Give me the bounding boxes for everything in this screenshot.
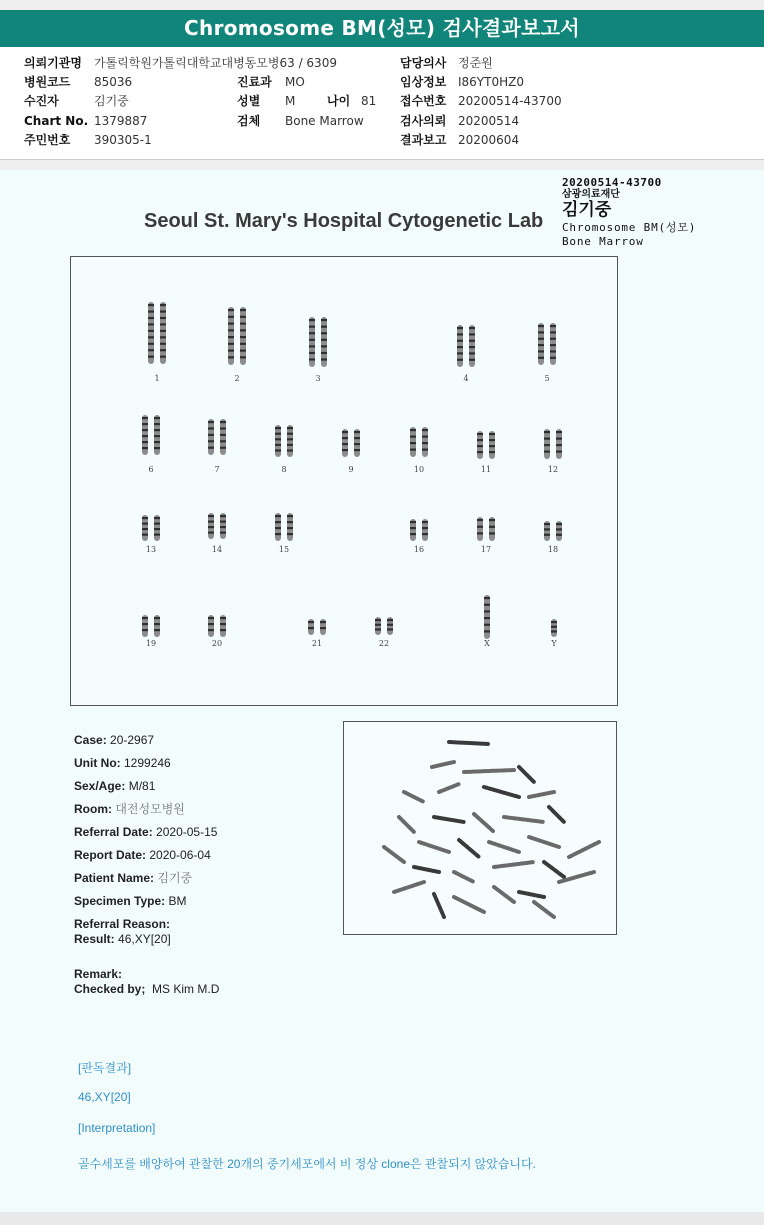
request-row [400, 112, 519, 131]
chromosome-12-1 [544, 429, 550, 459]
metaphase-chromosome [384, 847, 404, 862]
chromosome-label-4: 4 [463, 374, 469, 383]
chromosome-2-1 [228, 307, 234, 365]
chromosome-13-2 [154, 515, 160, 541]
chromosome-22-2 [387, 617, 393, 635]
chromosome-label-9: 9 [348, 465, 354, 474]
chromosome-label-7: 7 [214, 465, 220, 474]
chromosome-19-1 [142, 615, 148, 637]
chromosome-21-1 [308, 619, 314, 635]
age-value: 81 [361, 94, 377, 108]
chromosome-21-2 [320, 619, 326, 635]
chromosome-5-1 [538, 323, 544, 365]
chromosome-label-21: 21 [311, 639, 323, 648]
metaphase-chromosome [544, 862, 564, 877]
stamp-receipt-no: 20200514-43700 [562, 176, 662, 189]
chromosome-label-11: 11 [480, 465, 492, 474]
chromosome-10-1 [410, 427, 416, 457]
metaphase-chromosome [504, 817, 544, 822]
chart-value: 1379887 [94, 114, 148, 128]
sexage-line: Sex/Age: M/81 [74, 779, 156, 793]
chromosome-19-2 [154, 615, 160, 637]
hospital-code-value: 85036 [94, 75, 133, 89]
interpretation-text: 골수세포를 배양하여 관찰한 20개의 중기세포에서 비 정상 clone은 관찰되지 않았습니다. [78, 1157, 536, 1171]
stamp-specimen: Bone Marrow [562, 235, 644, 248]
receipt-row [400, 92, 562, 111]
metaphase-chromosome [529, 792, 554, 797]
metaphase-chromosome [494, 862, 534, 867]
patient-info-panel [0, 47, 764, 160]
chromosome-7-1 [208, 419, 214, 455]
chromosome-label-1: 1 [154, 374, 160, 383]
metaphase-chromosome [569, 842, 599, 857]
specimen-type-line: Specimen Type: BM [74, 894, 187, 908]
result-line: Result: 46,XY[20] [74, 932, 171, 946]
metaphase-spread [344, 722, 618, 936]
interpretation-heading-kr: [판독결과] [78, 1061, 132, 1075]
chromosome-14-2 [220, 513, 226, 539]
metaphase-chromosome [434, 894, 444, 917]
metaphase-chromosome [454, 872, 474, 882]
chromosome-9-1 [342, 429, 348, 457]
chromosome-20-1 [208, 615, 214, 637]
patient-row [24, 92, 129, 111]
specimen-value: Bone Marrow [285, 114, 364, 128]
stamp-name: 김기중 [562, 200, 612, 220]
institution-value: 가톨릭학원가톨릭대학교대병동모병 [94, 56, 280, 70]
ward-value: 63 / 6309 [279, 56, 337, 70]
chromosome-10-2 [422, 427, 428, 457]
chromosome-label-16: 16 [413, 545, 425, 554]
chromosome-X [484, 595, 490, 639]
chromosome-label-18: 18 [547, 545, 559, 554]
chromosome-label-19: 19 [145, 639, 157, 648]
chromosome-5-2 [550, 323, 556, 365]
report-value: 20200604 [458, 133, 520, 147]
metaphase-chromosome [399, 817, 414, 832]
chromosome-11-1 [477, 431, 483, 459]
metaphase-chromosome [529, 837, 559, 847]
metaphase-image [343, 721, 617, 935]
metaphase-chromosome [534, 902, 554, 917]
chromosome-3-2 [321, 317, 327, 367]
sex-value: M [285, 94, 296, 108]
chromosome-9-2 [354, 429, 360, 457]
request-label: 검사의뢰 [400, 114, 447, 128]
metaphase-chromosome [449, 742, 489, 744]
institution-label: 의뢰기관명 [24, 56, 82, 70]
stamp-org: 삼광의료재단 [562, 189, 620, 200]
chromosome-16-1 [410, 519, 416, 541]
chromosome-8-2 [287, 425, 293, 457]
patient-name-line: Patient Name: 김기중 [74, 871, 193, 885]
chromosome-4-1 [457, 325, 463, 367]
metaphase-chromosome [519, 767, 534, 782]
chromosome-17-2 [489, 517, 495, 541]
chromosome-label-X: X [484, 639, 490, 648]
clinical-row [400, 73, 524, 92]
id-value: 390305-1 [94, 133, 152, 147]
chromosome-7-2 [220, 419, 226, 455]
chromosome-label-6: 6 [148, 465, 154, 474]
karyotype-image [70, 256, 618, 706]
metaphase-chromosome [432, 762, 454, 767]
patient-value: 김기중 [94, 94, 129, 108]
sex-label: 성별 [237, 94, 261, 108]
chromosome-11-2 [489, 431, 495, 459]
chromosome-label-Y: Y [551, 639, 557, 648]
chromosome-label-14: 14 [211, 545, 223, 554]
metaphase-chromosome [494, 887, 514, 902]
hospital-code-label: 병원코드 [24, 75, 71, 89]
chromosome-17-1 [477, 517, 483, 541]
referral-date-line: Referral Date: 2020-05-15 [74, 825, 218, 839]
page-footer [0, 1212, 764, 1225]
chart-label: Chart No. [24, 114, 89, 128]
report-date-line: Report Date: 2020-06-04 [74, 848, 211, 862]
chromosome-16-2 [422, 519, 428, 541]
chromosome-6-2 [154, 415, 160, 455]
age-label: 나이 [327, 94, 351, 108]
clinical-label: 임상정보 [400, 75, 447, 89]
chromosome-label-17: 17 [480, 545, 492, 554]
chromosome-3-1 [309, 317, 315, 367]
case-line: Case: 20-2967 [74, 733, 155, 747]
chromosome-label-8: 8 [281, 465, 287, 474]
specimen-label: 검체 [237, 114, 261, 128]
report-document [0, 170, 764, 1212]
chromosome-1-1 [148, 302, 154, 364]
interpretation-result: 46,XY[20] [78, 1090, 131, 1104]
metaphase-chromosome [404, 792, 424, 802]
chromosome-12-2 [556, 429, 562, 459]
metaphase-chromosome [549, 807, 564, 822]
chromosome-4-2 [469, 325, 475, 367]
patient-label: 수진자 [24, 94, 59, 108]
receipt-value: 20200514-43700 [458, 94, 562, 108]
karyotype-figure [71, 257, 619, 707]
chromosome-label-10: 10 [413, 465, 425, 474]
unit-line: Unit No: 1299246 [74, 756, 171, 770]
metaphase-chromosome [484, 787, 519, 797]
id-label: 주민번호 [24, 133, 71, 147]
chromosome-label-22: 22 [378, 639, 390, 648]
chromosome-22-1 [375, 617, 381, 635]
chromosome-14-1 [208, 513, 214, 539]
metaphase-chromosome [464, 770, 514, 772]
report-label: 결과보고 [400, 133, 447, 147]
report-title: Chromosome BM(성모) 검사결과보고서 [0, 10, 764, 47]
report-date-row [400, 131, 519, 150]
chromosome-8-1 [275, 425, 281, 457]
dept-row [237, 73, 305, 92]
chromosome-6-1 [142, 415, 148, 455]
chromosome-label-5: 5 [544, 374, 550, 383]
chromosome-label-2: 2 [234, 374, 240, 383]
chromosome-1-2 [160, 302, 166, 364]
id-row [24, 131, 152, 150]
metaphase-chromosome [519, 892, 544, 897]
specimen-row [237, 112, 364, 131]
metaphase-chromosome [414, 867, 439, 872]
metaphase-chromosome [434, 817, 464, 822]
chromosome-label-12: 12 [547, 465, 559, 474]
request-value: 20200514 [458, 114, 520, 128]
dept-label: 진료과 [237, 75, 272, 89]
chromosome-20-2 [220, 615, 226, 637]
remark-line: Remark: [74, 967, 123, 981]
chromosome-13-1 [142, 515, 148, 541]
hospital-code-row [24, 73, 132, 92]
doctor-row [400, 54, 493, 73]
chart-row [24, 112, 147, 131]
interpretation-heading-en: [Interpretation] [78, 1121, 156, 1135]
chromosome-label-13: 13 [145, 545, 157, 554]
doctor-value: 정준원 [458, 56, 493, 70]
metaphase-chromosome [419, 842, 449, 852]
stamp-test: Chromosome BM(성모) [562, 221, 697, 234]
lab-title: Seoul St. Mary's Hospital Cytogenetic Lab [144, 210, 544, 232]
doctor-label: 담당의사 [400, 56, 447, 70]
specimen-stamp [562, 176, 726, 249]
chromosome-label-15: 15 [278, 545, 290, 554]
room-line: Room: 대전성모병원 [74, 802, 185, 816]
chromosome-label-20: 20 [211, 639, 223, 648]
chromosome-2-2 [240, 307, 246, 365]
chromosome-18-1 [544, 521, 550, 541]
chromosome-Y [551, 619, 557, 637]
metaphase-chromosome [439, 784, 459, 792]
metaphase-chromosome [474, 814, 494, 832]
sex-row [237, 92, 376, 111]
referral-reason-line: Referral Reason: [74, 917, 171, 931]
clinical-value: I86YT0HZ0 [458, 75, 524, 89]
checked-line: Checked by; MS Kim M.D [74, 982, 220, 996]
chromosome-label-3: 3 [315, 374, 321, 383]
chromosome-15-1 [275, 513, 281, 541]
dept-value: MO [285, 75, 305, 89]
metaphase-chromosome [459, 840, 479, 857]
metaphase-chromosome [489, 842, 519, 852]
chromosome-15-2 [287, 513, 293, 541]
institution-row [24, 54, 337, 73]
metaphase-chromosome [454, 897, 484, 912]
chromosome-18-2 [556, 521, 562, 541]
metaphase-chromosome [394, 882, 424, 892]
receipt-label: 접수번호 [400, 94, 447, 108]
